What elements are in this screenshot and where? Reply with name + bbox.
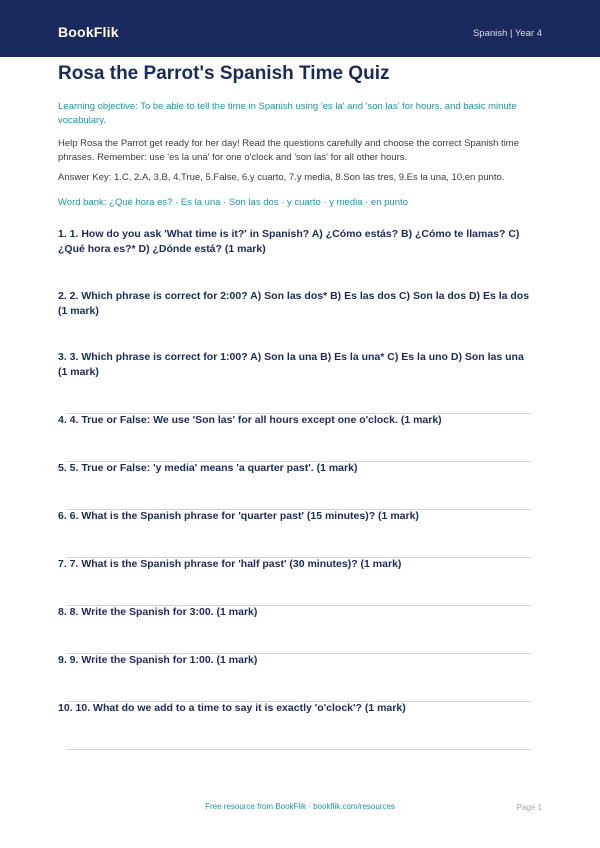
page-title: Rosa the Parrot's Spanish Time Quiz <box>58 63 390 84</box>
question-9: 9. 9. Write the Spanish for 1:00. (1 mark) <box>58 654 258 666</box>
question-7: 7. 7. What is the Spanish phrase for 'half past' (30 minutes)? (1 mark) <box>58 558 402 570</box>
answer-key: Answer Key: 1.C, 2.A, 3.B, 4.True, 5.False, 6.y cuarto, 7.y media, 8.Son las tres, 9.Es la una, 10.en punto. <box>58 172 505 183</box>
question-4: 4. 4. True or False: We use 'Son las' for all hours except one o'clock. (1 mark) <box>58 414 442 426</box>
answer-line-10[interactable] <box>66 749 531 750</box>
question-10: 10. 10. What do we add to a time to say it is exactly 'o'clock'? (1 mark) <box>58 702 406 714</box>
question-2: 2. 2. Which phrase is correct for 2:00? A) Son las dos* B) Es las dos C) Son la dos D) Es la dos (1 mark) <box>58 290 530 317</box>
question-8: 8. 8. Write the Spanish for 3:00. (1 mark) <box>58 606 258 618</box>
word-bank: Word bank: ¿Qué hora es? · Es la una · Son las dos · y cuarto · y media · en punto <box>58 197 408 208</box>
question-5: 5. 5. True or False: 'y media' means 'a quarter past'. (1 mark) <box>58 462 358 474</box>
learning-objective: Learning objective: To be able to tell the time in Spanish using 'es la' and 'son las' for hours, and basic minute vocabulary. <box>58 101 517 126</box>
question-1: 1. 1. How do you ask 'What time is it?' in Spanish? A) ¿Cómo estás? B) ¿Cómo te llamas? C) ¿Qué hora es?* D) ¿Dónde está? (1 mark) <box>58 228 520 255</box>
question-3: 3. 3. Which phrase is correct for 1:00? A) Son la una B) Es la una* C) Es la uno D) Son las una (1 mark) <box>58 351 524 378</box>
question-6: 6. 6. What is the Spanish phrase for 'quarter past' (15 minutes)? (1 mark) <box>58 510 419 522</box>
page-number: Page 1 <box>516 803 542 812</box>
brand-logo-text[interactable]: BookFlik <box>58 24 119 40</box>
footer-link[interactable]: Free resource from BookFlik · bookflik.com/resources <box>205 802 395 811</box>
intro-text: Help Rosa the Parrot get ready for her day! Read the questions carefully and choose the correct Spanish time phrases. Remember: use 'es la una' for one o'clock and 'son las' for all other hours. <box>58 138 520 163</box>
subject-year-label: Spanish | Year 4 <box>472 28 542 39</box>
page-header <box>0 0 600 57</box>
